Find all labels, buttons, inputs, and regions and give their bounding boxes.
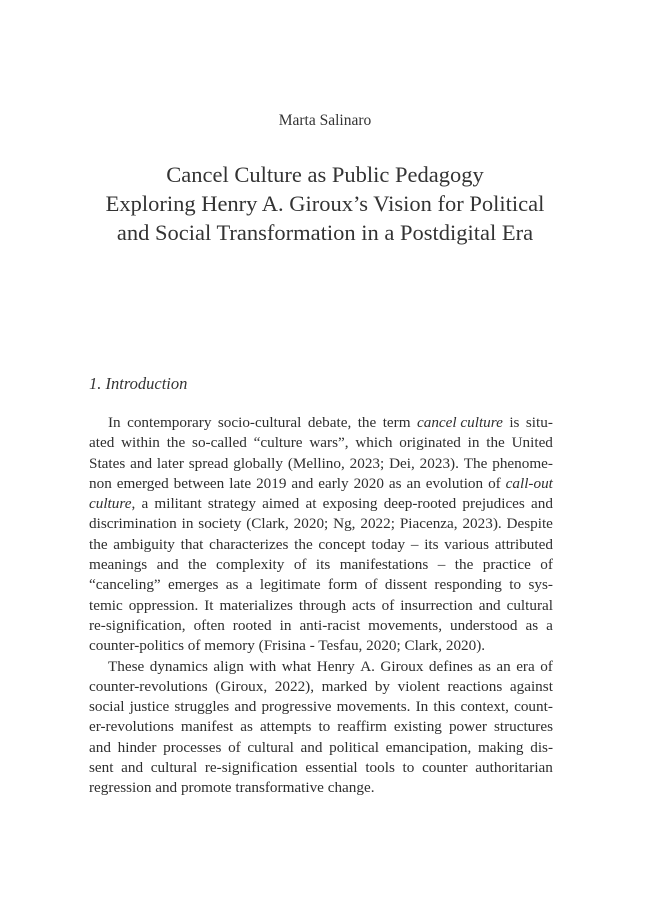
word: what [281,657,312,675]
word: (Mellino, [287,454,345,472]
text-line [89,738,553,758]
word: a [546,616,553,634]
word: reaffirm [337,718,387,736]
word: call-out [505,474,553,492]
word: of [364,576,378,594]
word: exposing [322,495,378,513]
word: of [540,657,553,675]
word: an [496,657,511,675]
word: that [180,535,204,553]
word: the [89,535,108,553]
word: emerges [168,576,219,594]
word: dis- [530,738,553,756]
word: social [89,698,125,716]
text-line [89,575,553,595]
word: emerged [116,474,169,492]
word: through [298,596,347,614]
word: characterizes [209,535,289,553]
word: as [240,718,253,736]
word: non [89,474,112,492]
word: discrimination [89,515,177,533]
word: (Giroux, [215,677,268,695]
paragraph-2 [89,657,553,799]
word: anti-racist [299,616,361,634]
section-heading: 1. Introduction [89,374,188,393]
word: hinder [117,738,157,756]
paragraph-1 [89,413,553,657]
word: of [540,556,553,574]
word: concept [318,535,366,553]
word: the [454,556,474,574]
word: Ng, [333,515,356,533]
text-line [89,596,553,616]
word: 2023; [349,454,385,472]
word: insurrection [400,596,473,614]
word: contemporary [127,414,212,431]
word: 2022), [274,677,315,695]
word: of [228,738,241,756]
body-text [89,413,553,799]
word: of [293,556,307,574]
word: ambiguity [113,535,175,553]
word: 2023). [462,515,502,533]
word: evolution [425,474,484,492]
word: Henry [316,657,355,675]
word: meanings [89,556,148,574]
word: cultural [506,596,553,614]
word: re-signification [204,759,298,777]
word: ated [89,434,115,452]
word: The [463,454,488,472]
word: society [198,515,242,533]
word: sent [89,759,114,777]
word: dissent [384,576,428,594]
word: movements, [368,616,442,634]
word: in [181,515,194,533]
word: various [444,535,490,553]
word: between [173,474,225,492]
text-line [89,758,553,778]
title-line-1: Cancel Culture as Public Pedagogy [166,162,484,187]
word: and [531,495,553,513]
word: and [121,759,144,777]
word: reactions [447,677,503,695]
word: Piacenza, [399,515,458,533]
text-line [89,616,553,636]
text-line [89,413,553,433]
text-line [89,778,553,798]
word: movements. [336,698,411,716]
word: debate, [307,414,352,431]
word: culture, [89,495,136,513]
word: essential [305,759,358,777]
word: the [294,535,313,553]
word: complexity [216,556,285,574]
word: and [89,738,111,756]
word: and [130,454,153,472]
word: term [382,414,411,431]
word: progressive [261,698,332,716]
word: attempts [259,718,312,736]
word: militant [154,495,202,513]
word: in [467,434,480,452]
word: the [486,434,505,452]
word: 2020 [353,474,384,492]
word: 2020; [293,515,329,533]
word: practice [482,556,531,574]
word: of [488,474,501,492]
word: manifest [180,718,234,736]
word: political [329,738,379,756]
word: attributed [494,535,553,553]
word: acts [352,596,376,614]
word: and [234,698,257,716]
word: as [525,616,539,634]
word: often [193,616,225,634]
word: rooted [232,616,272,634]
word: a [245,576,253,594]
word: – [437,556,446,574]
word: its [315,556,331,574]
word: today [371,535,406,553]
word: counter-politics of memory (Frisina - Tesfau, 2020; Clark, 2020). [89,637,486,655]
word: socio-cultural [217,414,302,431]
word: aimed [262,495,300,513]
word: Giroux [380,657,424,675]
text-line [89,717,553,737]
word: processes [163,738,222,756]
word: temic [89,596,123,614]
word: Dei, [389,454,415,472]
text-line [89,454,553,474]
word: sys- [528,576,553,594]
word: A. [360,657,375,675]
word: is [509,414,520,431]
text-line [89,433,553,453]
word: violent [397,677,440,695]
word: and [156,556,179,574]
word: an [406,474,421,492]
paper-title [0,160,650,247]
word: responding [434,576,502,594]
word: struggles [174,698,230,716]
word: as [388,474,402,492]
word: It [204,596,214,614]
word: re-signification, [89,616,186,634]
word: “culture [253,434,303,452]
word: structures [493,718,553,736]
word: this [433,698,456,716]
word: justice [129,698,170,716]
text-line [89,677,553,697]
word: existing [393,718,442,736]
word: and [300,738,323,756]
word: the [188,556,207,574]
title-line-2: Exploring Henry A. Giroux’s Vision for Political [105,191,545,216]
word: globally [233,454,283,472]
word: These [108,657,145,675]
word: and [478,596,501,614]
word: emancipation, [385,738,472,756]
word: align [213,657,244,675]
word: In [108,414,121,431]
word: counter [422,759,468,777]
word: 2023). [419,454,459,472]
text-line [89,636,553,656]
word: so-called [192,434,247,452]
word: later [156,454,184,472]
word: originated [399,434,461,452]
word: Despite [506,515,553,533]
word: cultural [150,759,198,777]
word: at [305,495,317,513]
word: and [291,474,314,492]
text-line [89,514,553,534]
word: manifestations [339,556,429,574]
word: as [225,576,239,594]
word: States [89,454,126,472]
word: situ- [525,414,553,431]
word: counter-revolutions [89,677,208,695]
word: wars”, [309,434,349,452]
word: power [448,718,487,736]
word: making [477,738,524,756]
text-line [89,494,553,514]
word: strategy [207,495,256,513]
word: its [424,535,439,553]
word: in [279,616,292,634]
word: early [318,474,349,492]
text-line [89,555,553,575]
word: late [229,474,252,492]
word: with [249,657,277,675]
word: (Clark, [246,515,289,533]
word: understood [450,616,518,634]
word: spread [188,454,229,472]
word: dynamics [149,657,208,675]
text-line [89,474,553,494]
word: to [402,759,415,777]
word: oppression. [128,596,199,614]
word: – [410,535,419,553]
word: “canceling” [89,576,161,594]
word: a [141,495,149,513]
word: 2022; [360,515,395,533]
word: count- [514,698,553,716]
word: cancel culture [416,414,503,431]
word: materializes [219,596,293,614]
word: 2019 [256,474,287,492]
author-name: Marta Salinaro [278,112,372,129]
word: form [327,576,358,594]
word: In [415,698,429,716]
word: deep-rooted [383,495,457,513]
word: defines [428,657,473,675]
word: of [381,596,395,614]
word: tools [365,759,395,777]
title-line-3: and Social Transformation in a Postdigital Era [116,220,534,245]
text-line [89,535,553,555]
word: regression and promote transformative change. [89,779,375,797]
word: cultural [247,738,294,756]
word: the [357,414,377,431]
word: legitimate [259,576,321,594]
word: United [511,434,553,452]
word: prejudices [462,495,525,513]
word: phenome- [492,454,553,472]
word: which [355,434,393,452]
word: to [318,718,331,736]
word: marked [321,677,368,695]
word: against [509,677,553,695]
word: era [516,657,535,675]
word: by [374,677,390,695]
word: as [478,657,491,675]
word: the [166,434,186,452]
text-line [89,697,553,717]
word: to [509,576,522,594]
word: authoritarian [475,759,553,777]
word: er-revolutions [89,718,174,736]
word: context, [460,698,509,716]
text-line [89,657,553,677]
word: within [121,434,160,452]
